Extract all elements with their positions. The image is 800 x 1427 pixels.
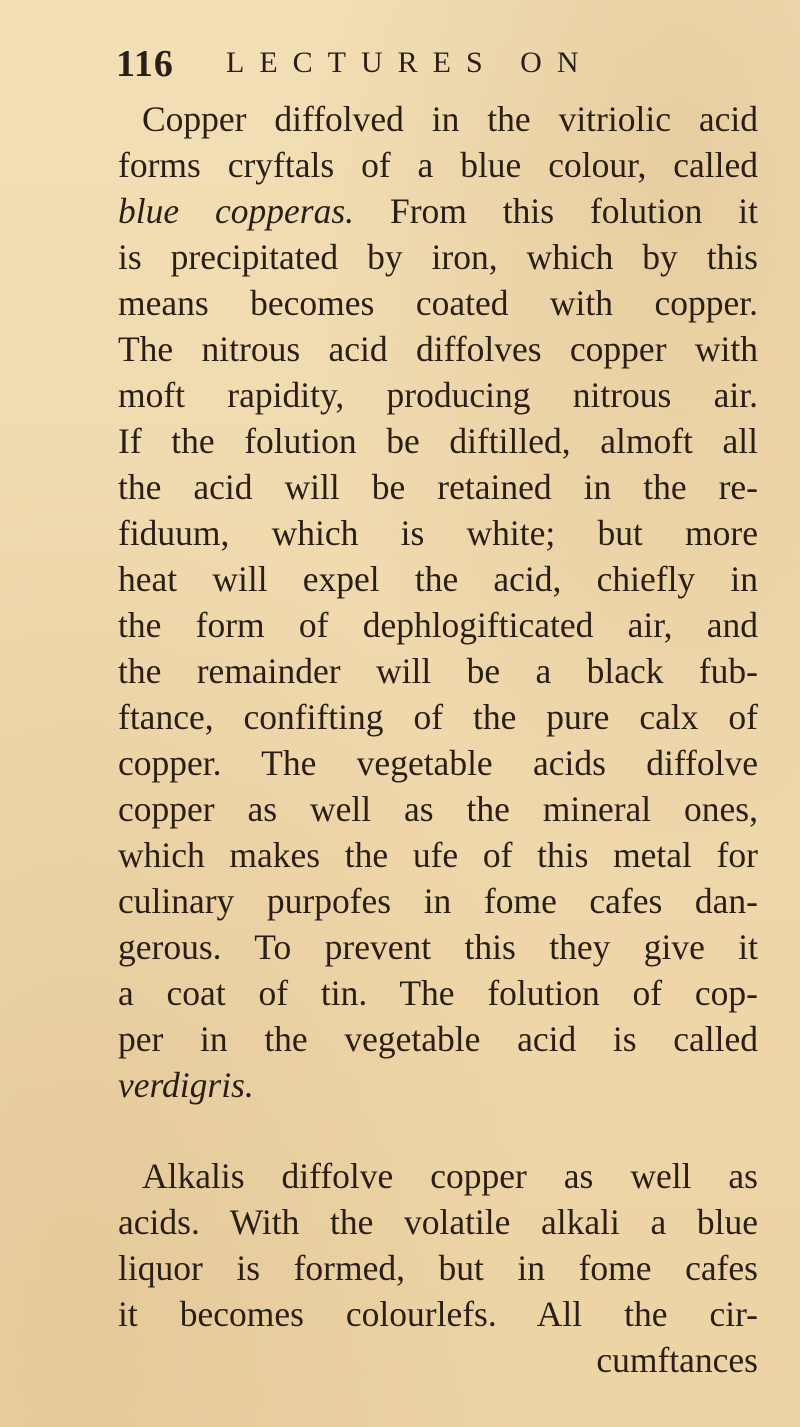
text-line	[118, 786, 758, 832]
text-line	[118, 648, 758, 694]
text-run: means becomes coated with copper.	[118, 283, 758, 323]
body-text	[118, 96, 758, 1383]
text-run: gerous. To prevent this they give it	[118, 927, 758, 967]
paragraph	[118, 96, 758, 1108]
text-run: If the folution be diftilled, almoft all	[118, 421, 758, 461]
text-run: which makes the ufe of this metal for	[118, 835, 758, 875]
text-run: copper as well as the mineral ones,	[118, 789, 758, 829]
text-run: per in the vegetable acid is called	[118, 1019, 758, 1059]
text-run: From this folution it	[354, 191, 759, 231]
text-line	[118, 1016, 758, 1062]
text-run: forms cryftals of a blue colour, called	[118, 145, 758, 185]
text-line	[118, 188, 758, 234]
text-run: the acid will be retained in the re-	[118, 467, 758, 507]
catchword: cumftances	[596, 1340, 758, 1380]
text-run: is precipitated by iron, which by this	[118, 237, 758, 277]
text-line	[118, 694, 758, 740]
text-line	[118, 924, 758, 970]
text-run: the form of dephlogifticated air, and	[118, 605, 758, 645]
text-line	[118, 372, 758, 418]
text-line	[118, 280, 758, 326]
text-run: acids. With the volatile alkali a blue	[118, 1202, 758, 1242]
text-line	[118, 234, 758, 280]
text-run: heat will expel the acid, chiefly in	[118, 559, 758, 599]
text-run: a coat of tin. The folution of cop-	[118, 973, 758, 1013]
text-line	[118, 464, 758, 510]
text-line	[118, 602, 758, 648]
text-line	[118, 326, 758, 372]
text-line	[118, 740, 758, 786]
text-line	[118, 1153, 758, 1199]
text-run: Alkalis diffolve copper as well as	[142, 1156, 758, 1196]
running-head: LECTURES ON	[226, 46, 594, 79]
text-run: copper. The vegetable acids diffolve	[118, 743, 758, 783]
text-line	[118, 970, 758, 1016]
paragraph-gap	[118, 1108, 758, 1153]
text-line	[118, 510, 758, 556]
text-line	[118, 556, 758, 602]
text-line	[118, 96, 758, 142]
text-run: culinary purpofes in fome cafes dan-	[118, 881, 758, 921]
page-number: 116	[116, 43, 174, 85]
italic-term: verdigris.	[118, 1065, 254, 1105]
text-run: Copper diffolved in the vitriolic acid	[142, 99, 758, 139]
text-run: it becomes colourlefs. All the cir-	[118, 1294, 758, 1334]
paragraph	[118, 1153, 758, 1337]
text-line	[118, 142, 758, 188]
text-run: moft rapidity, producing nitrous air.	[118, 375, 758, 415]
text-line	[118, 418, 758, 464]
text-line	[118, 832, 758, 878]
text-run: The nitrous acid diffolves copper with	[118, 329, 758, 369]
text-line	[118, 1245, 758, 1291]
text-run: liquor is formed, but in fome cafes	[118, 1248, 758, 1288]
text-line	[118, 878, 758, 924]
page-header	[116, 42, 756, 92]
italic-term: blue copperas.	[118, 191, 355, 231]
text-line	[118, 1291, 758, 1337]
text-line	[118, 1062, 758, 1108]
text-run: fiduum, which is white; but more	[118, 513, 758, 553]
text-run: the remainder will be a black fub-	[118, 651, 758, 691]
text-run: ftance, confifting of the pure calx of	[118, 697, 758, 737]
text-line	[118, 1199, 758, 1245]
